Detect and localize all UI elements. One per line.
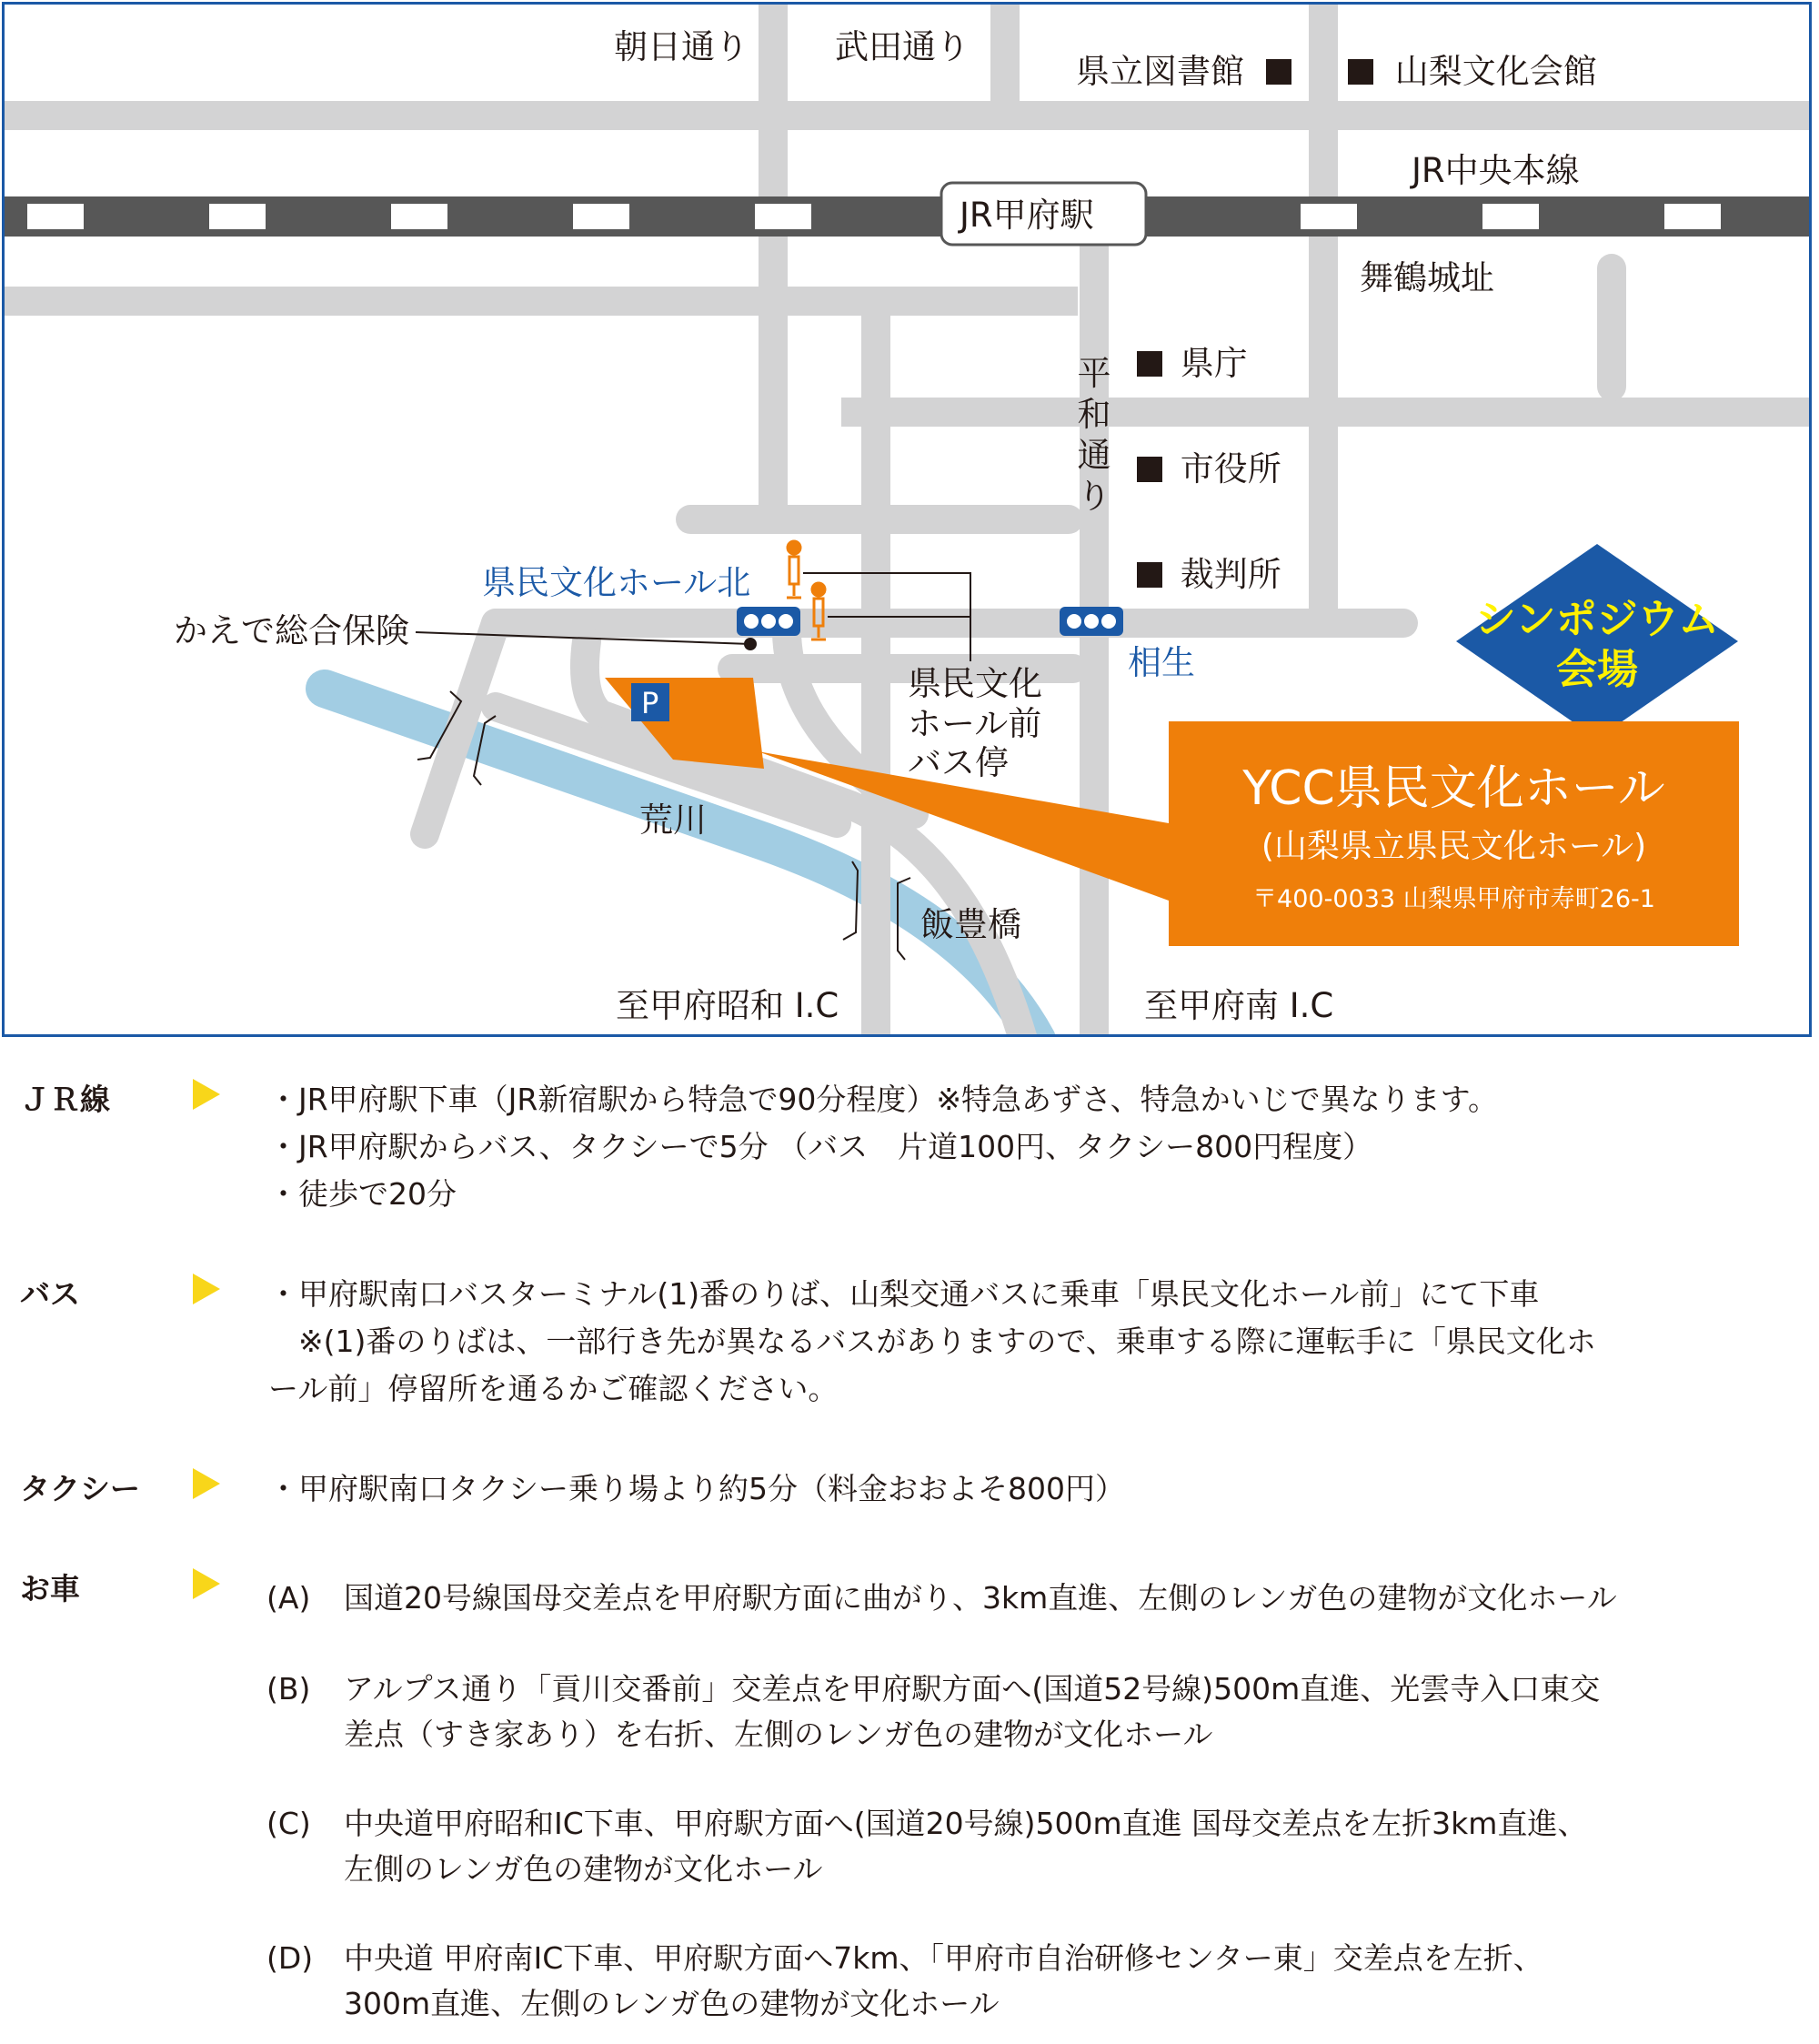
car-item-a-mark: (A) (266, 1580, 311, 1616)
insurance-dot (744, 638, 757, 650)
to-showa-ic-label: 至甲府昭和 I.C (616, 986, 839, 1025)
car-category-label: お車 (20, 1571, 80, 1606)
street-heiwa: 平 和 通 り (1077, 354, 1111, 517)
culture-hall-label: 山梨文化会館 (1394, 52, 1597, 91)
car-item-b-mark: (B) (266, 1671, 311, 1707)
jr-railway (5, 196, 1812, 237)
car-item-b-line-1: アルプス通り「貢川交番前」交差点を甲府駅方面へ(国道52号線)500m直進、光雲寺入口東交 (344, 1671, 1601, 1707)
library-label: 県立図書館 (1076, 52, 1244, 91)
car-item-c-line-2: 左側のレンガ色の建物が文化ホール (344, 1851, 823, 1887)
pref-office-marker-icon (1137, 351, 1162, 377)
access-info (0, 1046, 1819, 2044)
rail-dash (1301, 204, 1357, 229)
jr-line-3: ・徒歩で20分 (268, 1176, 457, 1212)
landmark-library (1076, 52, 1291, 91)
jr-line-label: JR中央本線 (1412, 151, 1580, 190)
parking-icon: P (641, 686, 659, 720)
rail-dash (1664, 204, 1721, 229)
court-label: 裁判所 (1180, 555, 1281, 594)
river-label: 荒川 (639, 800, 707, 840)
venue-formal-name: (山梨県立県民文化ホール) (1261, 828, 1647, 865)
city-hall-label: 市役所 (1180, 449, 1281, 488)
to-minami-ic-label: 至甲府南 I.C (1144, 986, 1334, 1025)
street-asahi: 朝日通り (614, 27, 749, 66)
taxi-line-1: ・甲府駅南口タクシー乗り場より約5分（料金おおよそ800円） (268, 1471, 1125, 1506)
car-item-d-mark: (D) (266, 1940, 314, 1976)
bus-line-3: ール前」停留所を通るかご確認ください。 (268, 1371, 839, 1406)
car-item-c-line-1: 中央道甲府昭和IC下車、甲府駅方面へ(国道20号線)500m直進 国母交差点を左折3km直進、 (344, 1806, 1588, 1841)
bus-stop-north-label: 県民文化ホール北 (482, 563, 751, 602)
car-item-b-line-2: 差点（すき家あり）を右折、左側のレンガ色の建物が文化ホール (344, 1717, 1213, 1752)
landmark-pref-office (1137, 344, 1248, 383)
venue-name: YCC県民文化ホール (1242, 761, 1665, 816)
rail-dash (209, 204, 266, 229)
rail-dash (27, 204, 84, 229)
castle-label: 舞鶴城址 (1360, 258, 1494, 297)
jr-line-2: ・JR甲府駅からバス、タクシーで5分 （バス 片道100円、タクシー800円程度） (268, 1129, 1373, 1164)
car-item-d-line-1: 中央道 甲府南IC下車、甲府駅方面へ7km、「甲府市自治研修センター東」交差点を左折、 (344, 1940, 1543, 1976)
taxi-category-label: タクシー (20, 1471, 140, 1506)
bus-stop-front-line-1: 県民文化 (908, 664, 1042, 703)
city-hall-marker-icon (1137, 457, 1162, 482)
rail-dash (755, 204, 811, 229)
symposium-label-line-1: シンポジウム (1474, 595, 1720, 643)
car-item-a-line-1: 国道20号線国母交差点を甲府駅方面に曲がり、3km直進、左側のレンガ色の建物が文化ホール (344, 1580, 1617, 1616)
bus-arrow-icon (193, 1274, 220, 1304)
rail-dash (391, 204, 447, 229)
car-item-d-line-2: 300m直進、左側のレンガ色の建物が文化ホール (344, 1986, 1000, 2021)
landmark-court (1137, 555, 1281, 594)
landmark-city-hall (1137, 449, 1281, 488)
taxi-arrow-icon (193, 1468, 220, 1499)
bus-stop-front-line-2: ホール前 (908, 703, 1042, 743)
bridge-label: 飯豊橋 (920, 905, 1021, 944)
bus-category-label: バス (20, 1276, 80, 1312)
pref-office-label: 県庁 (1180, 344, 1248, 383)
access-map (2, 2, 1812, 1037)
jr-arrow-icon (193, 1079, 220, 1110)
landmark-culture-hall (1348, 52, 1597, 91)
court-marker-icon (1137, 562, 1162, 588)
bus-stop-front-label (908, 664, 1042, 783)
street-takeda: 武田通り (835, 27, 970, 66)
culture-hall-marker-icon (1348, 59, 1373, 85)
bus-line-1: ・甲府駅南口バスターミナル(1)番のりば、山梨交通バスに乗車「県民文化ホール前」にて下車 (268, 1276, 1540, 1312)
car-arrow-icon (193, 1568, 220, 1599)
bus-line-2: ※(1)番のりばは、一部行き先が異なるバスがありますので、乗車する際に運転手に「県民文化ホ (268, 1324, 1596, 1359)
library-marker-icon (1266, 59, 1291, 85)
symposium-label-line-2: 会場 (1555, 645, 1638, 693)
rail-dash (1482, 204, 1539, 229)
bus-stop-front-line-3: バス停 (908, 743, 1009, 783)
jr-category-label: ＪＲ線 (20, 1082, 110, 1117)
venue-address: 〒400-0033 山梨県甲府市寿町26-1 (1252, 885, 1655, 913)
station-label: JR甲府駅 (960, 196, 1094, 235)
venue-box (1169, 721, 1739, 946)
jr-line-1: ・JR甲府駅下車（JR新宿駅から特急で90分程度）※特急あずさ、特急かいじで異なります。 (268, 1082, 1499, 1117)
bus-stop-aioi-label: 相生 (1128, 643, 1195, 682)
insurance-label: かえで総合保険 (174, 611, 409, 650)
car-item-c-mark: (C) (266, 1806, 311, 1841)
rail-dash (573, 204, 629, 229)
